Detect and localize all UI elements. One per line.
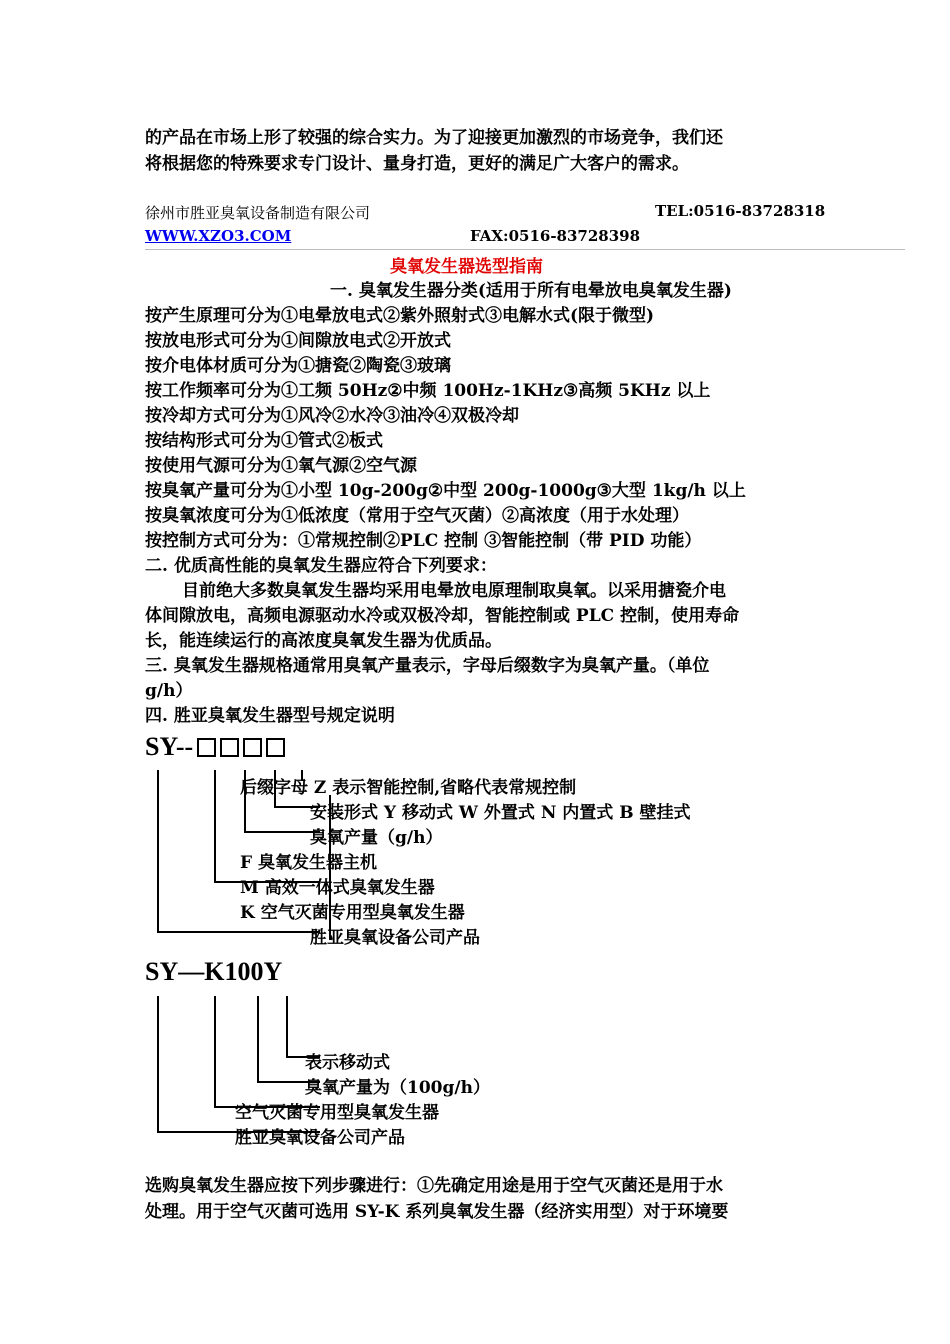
section3-line-1: 三. 臭氧发生器规格通常用臭氧产量表示，字母后缀数字为臭氧产量。（单位 [145, 656, 710, 676]
diagram-label: 胜亚臭氧设备公司产品 [310, 928, 480, 948]
tel-number: TEL:0516-83728318 [655, 202, 826, 220]
diagram-label: 安装形式 Y 移动式 W 外置式 N 内置式 B 壁挂式 [310, 803, 691, 823]
example-label: 表示移动式 [305, 1053, 390, 1073]
model-prefix: SY-- [145, 732, 194, 761]
closing-line-2: 处理。用于空气灭菌可选用 SY-K 系列臭氧发生器（经济实用型）对于环境要 [145, 1202, 729, 1222]
section4-heading: 四. 胜亚臭氧发生器型号规定说明 [145, 706, 395, 726]
diagram-label: 臭氧产量（g/h） [310, 828, 443, 848]
classification-item: 按介电体材质可分为①搪瓷②陶瓷③玻璃 [145, 356, 451, 376]
example-label: 胜亚臭氧设备公司产品 [235, 1128, 405, 1148]
section2-line-1: 目前绝大多数臭氧发生器均采用电晕放电原理制取臭氧。以采用搪瓷介电 [182, 581, 726, 601]
section2-line-3: 长，能连续运行的高浓度臭氧发生器为优质品。 [145, 631, 502, 651]
diagram-label: F 臭氧发生器主机 [240, 853, 377, 873]
intro-line-1: 的产品在市场上形了较强的综合实力。为了迎接更加激烈的市场竞争，我们还 [145, 128, 723, 148]
example-label: 臭氧产量为（100g/h） [305, 1078, 490, 1098]
diagram-label: M 高效一体式臭氧发生器 [240, 878, 435, 898]
classification-item: 按臭氧浓度可分为①低浓度（常用于空气灭菌）②高浓度（用于水处理） [145, 506, 689, 526]
website-link[interactable]: WWW.XZO3.COM [145, 227, 292, 245]
classification-item: 按臭氧产量可分为①小型 10g-200g②中型 200g-1000g③大型 1kg/h 以上 [145, 481, 746, 501]
company-name: 徐州市胜亚臭氧设备制造有限公司 [145, 204, 371, 222]
section1-heading: 一. 臭氧发生器分类(适用于所有电晕放电臭氧发生器) [330, 281, 732, 301]
classification-item: 按工作频率可分为①工频 50Hz②中频 100Hz-1KHz③高频 5KHz 以上 [145, 381, 711, 401]
guide-title: 臭氧发生器选型指南 [390, 257, 543, 277]
section3-line-2: g/h） [145, 681, 193, 701]
closing-line-1: 选购臭氧发生器应按下列步骤进行：①先确定用途是用于空气灭菌还是用于水 [145, 1176, 723, 1196]
classification-item: 按产生原理可分为①电晕放电式②紫外照射式③电解水式(限于微型) [145, 306, 655, 326]
classification-item: 按放电形式可分为①间隙放电式②开放式 [145, 331, 451, 351]
classification-item: 按冷却方式可分为①风冷②水冷③油冷④双极冷却 [145, 406, 519, 426]
section2-heading: 二. 优质高性能的臭氧发生器应符合下列要求： [145, 556, 497, 576]
classification-item: 按控制方式可分为：①常规控制②PLC 控制 ③智能控制（带 PID 功能） [145, 531, 702, 551]
diagram-label: K 空气灭菌专用型臭氧发生器 [240, 903, 465, 923]
diagram-label: 后缀字母 Z 表示智能控制,省略代表常规控制 [240, 778, 577, 798]
fax-number: FAX:0516-83728398 [470, 227, 641, 245]
example-model-code: SY—K100Y [145, 957, 283, 986]
classification-item: 按结构形式可分为①管式②板式 [145, 431, 383, 451]
intro-line-2: 将根据您的特殊要求专门设计、量身打造，更好的满足广大客户的需求。 [145, 154, 689, 174]
classification-item: 按使用气源可分为①氧气源②空气源 [145, 456, 417, 476]
section2-line-2: 体间隙放电，高频电源驱动水冷或双极冷却，智能控制或 PLC 控制，使用寿命 [145, 606, 740, 626]
example-label: 空气灭菌专用型臭氧发生器 [235, 1103, 439, 1123]
